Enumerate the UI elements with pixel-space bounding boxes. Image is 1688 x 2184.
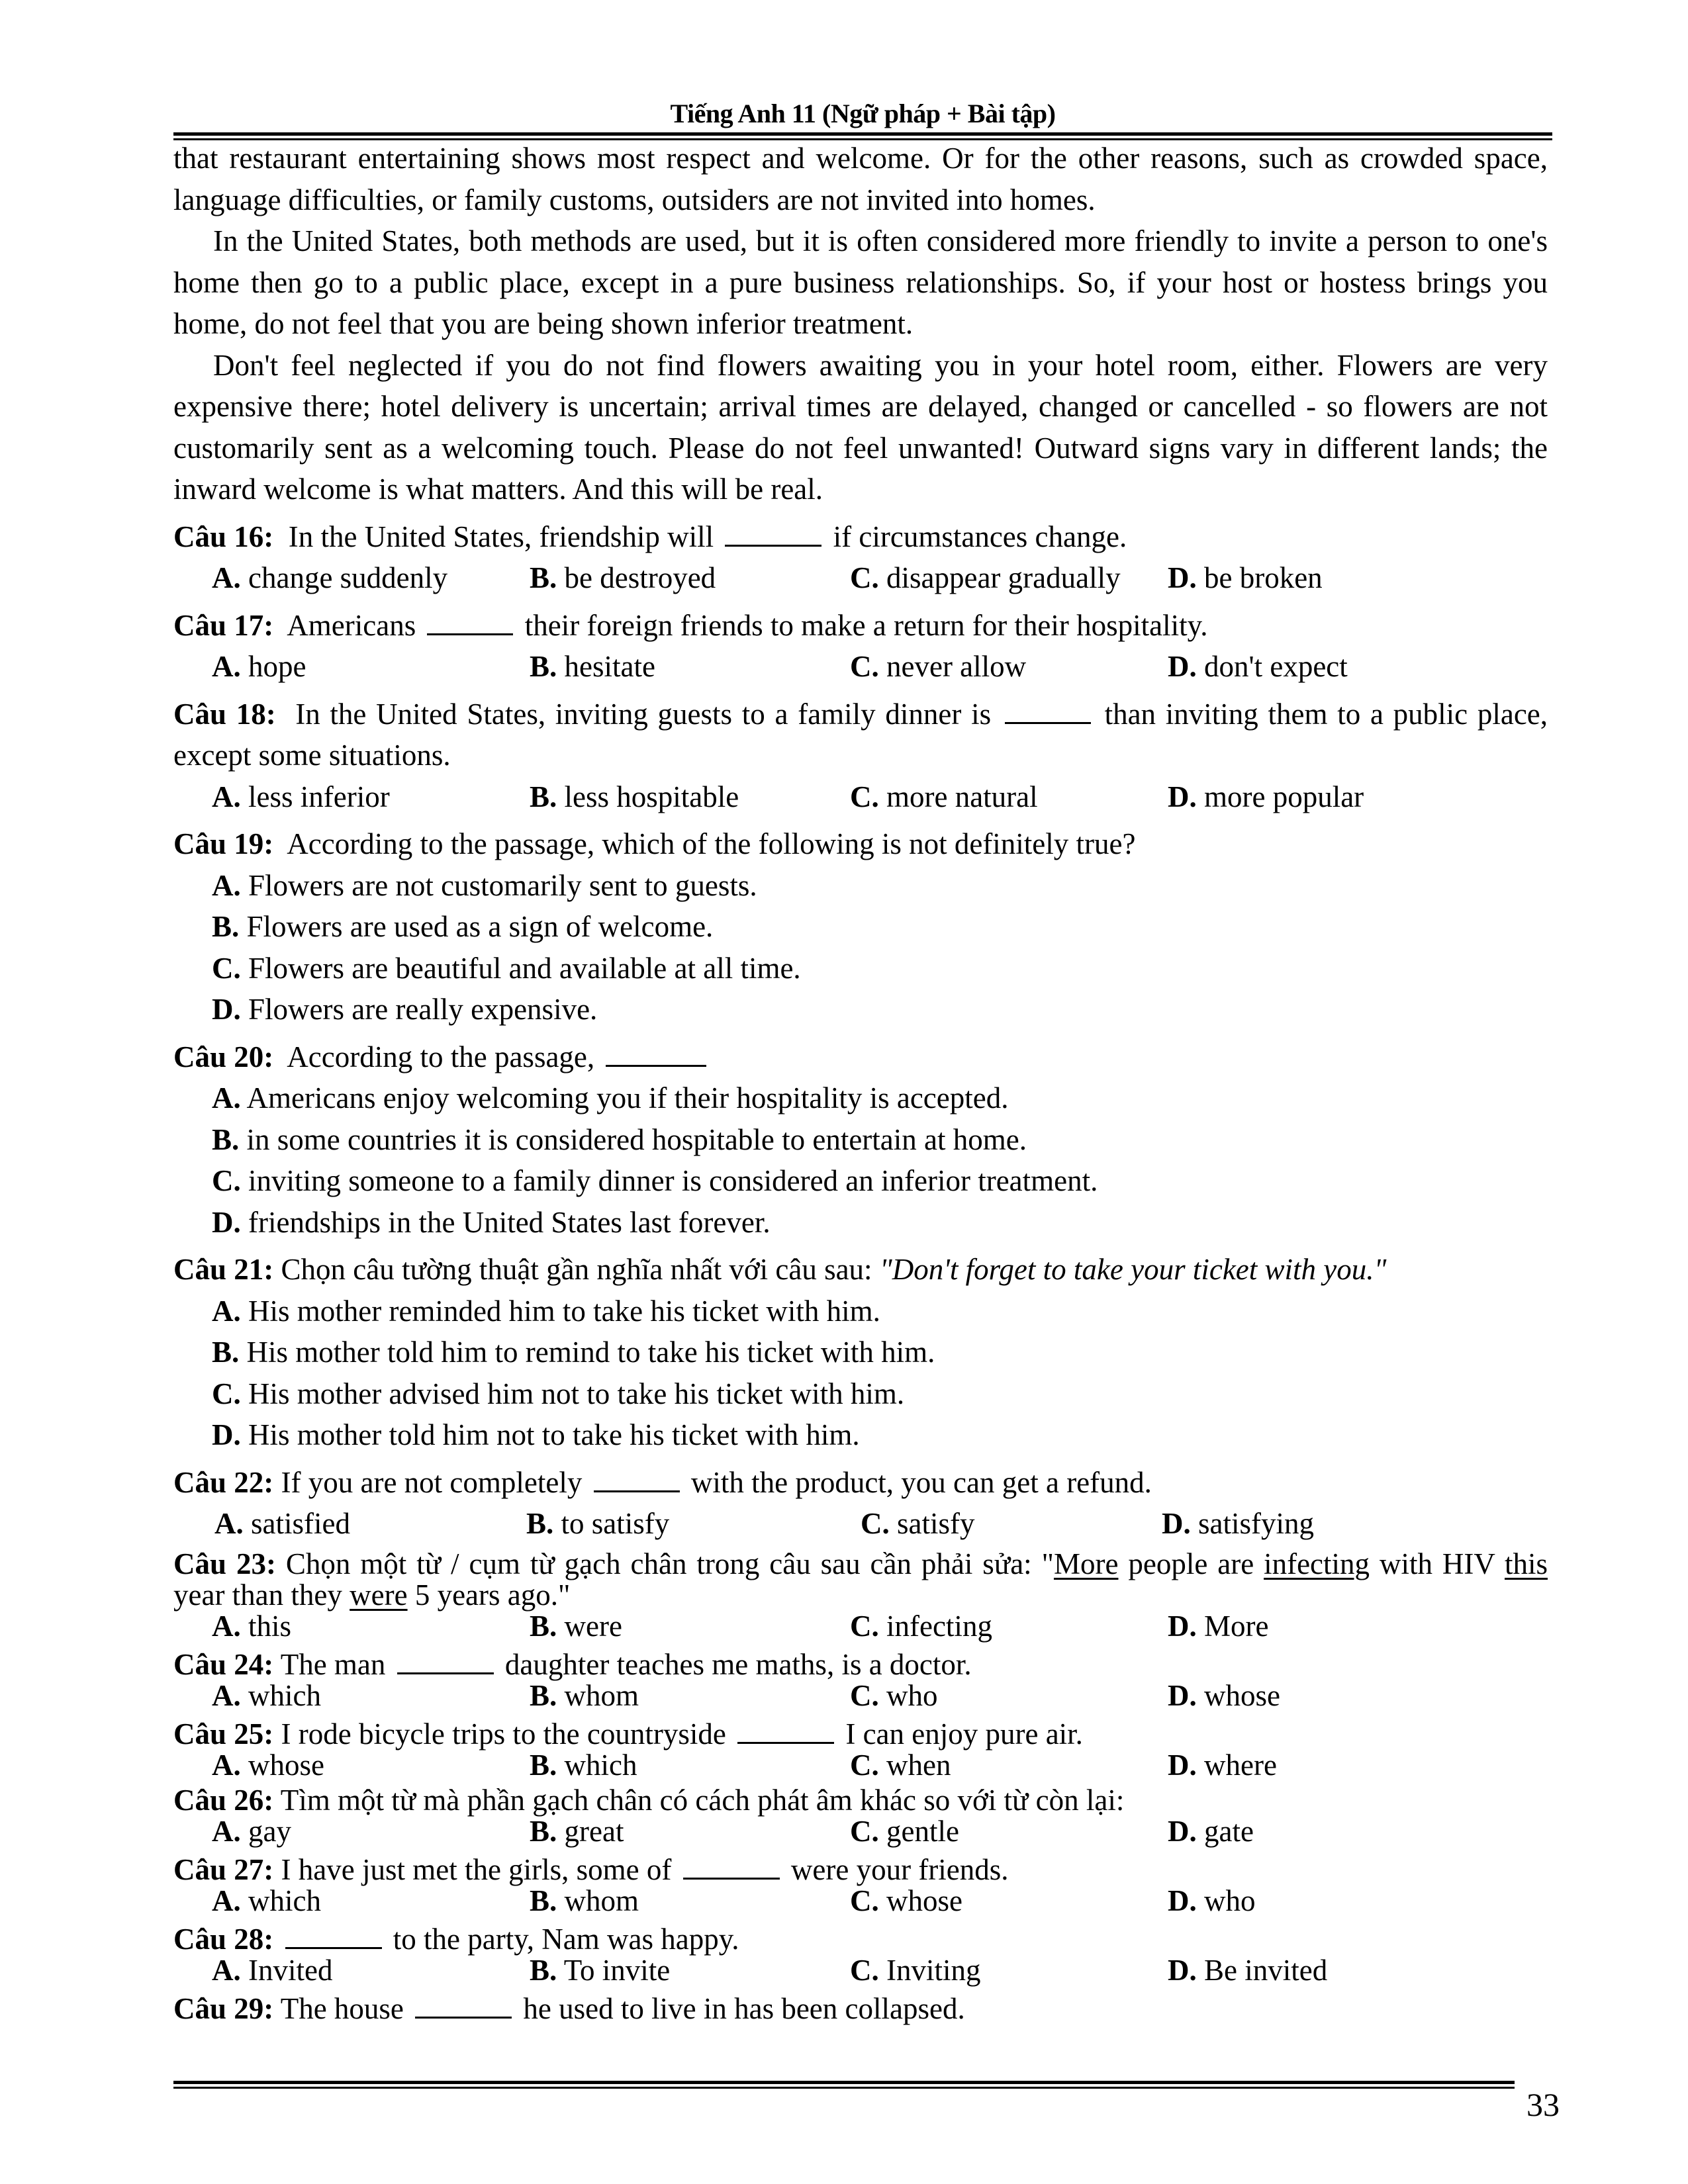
stem-text: he used to live in has been collapsed. [523,1991,965,2025]
options-row [173,1955,1548,1986]
stem-text: The man [280,1647,386,1681]
question-label: Câu 28: [173,1922,274,1956]
option-d[interactable]: D. whose [1168,1678,1280,1712]
stem-text: daughter teaches me maths, is a doctor. [504,1647,972,1681]
options-row [173,776,1548,818]
option-b[interactable]: B. less hospitable [530,780,739,813]
page-number: 33 [1526,2086,1560,2123]
option-a[interactable]: A. change suddenly [212,561,448,594]
question-stem [173,1036,1548,1078]
underlined-letter: g [886,1814,902,1848]
question-29 [173,1990,1548,2025]
option-c[interactable]: C. when [850,1748,951,1782]
question-stem [173,1646,1548,1680]
underlined-word: this [1504,1547,1548,1580]
option-a[interactable]: A. less inferior [212,780,390,813]
question-stem [173,823,1548,865]
answer-blank [594,1464,680,1492]
option-b[interactable]: B. Flowers are used as a sign of welcome. [212,910,714,943]
question-label: Câu 26: [173,1783,274,1817]
option-b[interactable]: B. be destroyed [530,561,716,594]
page-header-title: Tiếng Anh 11 (Ngữ pháp + Bài tập) [670,99,1056,128]
question-label: Câu 16: [173,520,274,553]
option-c[interactable]: C. who [850,1678,938,1712]
option-c[interactable]: C. gentle [850,1814,959,1848]
question-stem [173,1462,1548,1504]
option-c[interactable]: C. inviting someone to a family dinner is considered an inferior treatment. [212,1164,1098,1197]
footer-double-rule [173,2081,1515,2089]
page-content [173,138,1548,2025]
stem-text: Chọn một từ / cụm từ gạch chân trong câu sau cần phải sửa: " [285,1547,1054,1580]
stem-text: Chọn câu tường thuật gần nghĩa nhất với câu sau: [281,1253,872,1286]
option-c[interactable]: C. His mother advised him not to take his ticket with him. [212,1377,905,1410]
question-label: Câu 23: [173,1547,276,1580]
answer-blank [737,1715,834,1744]
question-26 [173,1785,1548,1847]
question-25 [173,1715,1548,1781]
option-d[interactable]: D. more popular [1168,780,1364,813]
question-label: Câu 24: [173,1647,274,1681]
stem-text: Americans [287,608,416,642]
question-19 [173,823,1548,1030]
question-24 [173,1646,1548,1711]
option-d[interactable]: D. More [1168,1609,1269,1643]
question-stem [173,1990,1548,2025]
question-label: Câu 18: [173,697,276,731]
option-d[interactable]: D. where [1168,1748,1277,1782]
answer-blank [415,1990,512,2019]
options-row [173,1611,1548,1642]
passage-paragraph: In the United States, both methods are used, but it is often considered more friendly to invite a person to one's home then go to a public place, except in a pure business relationships. So, if your host or hostess brings you home, do not feel that you are being shown inferior treatment. [173,224,1548,340]
underlined-letter: g [1204,1814,1219,1848]
stem-text: I have just met the girls, some of [281,1852,672,1886]
option-c[interactable]: C. whose [850,1884,962,1917]
option-c[interactable]: C. more natural [850,780,1038,813]
option-a[interactable]: A. hope [212,650,306,683]
option-d[interactable]: D. friendships in the United States last forever. [212,1205,771,1239]
option-b[interactable]: B. hesitate [530,650,655,683]
options-list [173,1291,1548,1456]
stem-text: According to the passage, which of the following is not definitely true? [287,827,1136,860]
option-b[interactable]: B. in some countries it is considered hospitable to entertain at home. [212,1122,1027,1156]
question-label: Câu 29: [173,1991,274,2025]
option-d[interactable]: D. His mother told him not to take his ticket with him. [212,1418,860,1451]
question-27 [173,1851,1548,1917]
option-c[interactable]: C. disappear gradually [850,561,1121,594]
question-22 [173,1462,1548,1545]
option-c[interactable]: C. infecting [850,1609,992,1643]
question-stem [173,1785,1548,1816]
question-16 [173,516,1548,599]
option-a[interactable]: A. whose [212,1748,324,1782]
answer-blank [285,1921,382,1949]
stem-text: were your friends. [790,1852,1009,1886]
option-d[interactable]: D. be broken [1168,561,1323,594]
question-28 [173,1921,1548,1986]
option-a[interactable]: A. Americans enjoy welcoming you if their hospitality is accepted. [212,1081,1009,1115]
option-c[interactable]: C. satisfy [861,1507,975,1540]
underlined-letter: g [564,1814,580,1848]
stem-text: to the party, Nam was happy. [393,1922,739,1956]
underlined-word: More [1053,1547,1119,1580]
question-stem [173,605,1548,647]
question-label: Câu 17: [173,608,274,642]
question-label: Câu 19: [173,827,274,860]
reading-passage [173,138,1548,510]
options-row [173,1886,1548,1917]
stem-text: their foreign friends to make a return for their hospitality. [524,608,1208,642]
stem-text: I can enjoy pure air. [845,1717,1083,1751]
option-d[interactable]: D. satisfying [1162,1507,1314,1540]
question-label: Câu 25: [173,1717,274,1751]
option-b[interactable]: B. great [530,1814,624,1848]
options-row [173,1680,1548,1711]
option-b[interactable]: B. His mother told him to remind to take his ticket with him. [212,1336,935,1369]
options-row [173,1750,1548,1781]
option-d[interactable]: D. Be invited [1168,1953,1328,1987]
question-stem [173,694,1548,776]
options-row [173,557,1548,599]
option-b[interactable]: B. to satisfy [526,1507,670,1540]
compact-questions [173,1549,1548,2025]
question-label: Câu 22: [173,1465,274,1499]
question-label: Câu 21: [173,1253,274,1286]
question-label: Câu 27: [173,1852,274,1886]
options-row [173,1816,1548,1847]
answer-blank [683,1851,780,1880]
passage-paragraph: that restaurant entertaining shows most respect and welcome. Or for the other reasons, such as crowded space, language difficulties, or family customs, outsiders are not invited into homes. [173,142,1548,216]
question-stem [173,1851,1548,1886]
options-row [173,646,1548,688]
option-b[interactable]: B. were [530,1609,622,1643]
option-c[interactable]: C. Flowers are beautiful and available at all time. [212,951,801,985]
options-row [173,1503,1548,1545]
question-18 [173,694,1548,818]
option-a[interactable]: A. Invited [212,1953,333,1987]
option-a[interactable]: A. His mother reminded him to take his ticket with him. [212,1294,880,1328]
question-stem [173,1249,1548,1291]
option-b[interactable]: B. whom [530,1678,639,1712]
stem-text: In the United States, friendship will [288,520,714,553]
option-c[interactable]: C. never allow [850,650,1027,683]
option-d[interactable]: D. Flowers are really expensive. [212,993,598,1026]
question-21 [173,1249,1548,1456]
options-list [173,1077,1548,1243]
question-label: Câu 20: [173,1040,274,1073]
option-a[interactable]: A. Flowers are not customarily sent to guests. [212,868,757,902]
option-d[interactable]: D. gate [1168,1814,1254,1848]
option-d[interactable]: D. don't expect [1168,650,1348,683]
answer-blank [1005,696,1091,724]
question-stem [173,1921,1548,1955]
option-c[interactable]: C. Inviting [850,1953,981,1987]
option-a[interactable]: A. which [212,1884,321,1917]
stem-text: Tìm một từ mà phần gạch chân có cách phát âm khác so với từ còn lại: [280,1783,1125,1817]
option-a[interactable]: A. this [212,1609,292,1643]
stem-text: than inviting them to a public place, except some situations. [173,697,1548,772]
quoted-sentence: "Don't forget to take your ticket with you." [879,1253,1387,1286]
stem-text: In the United States, inviting guests to a family dinner is [295,697,992,731]
question-stem [173,1715,1548,1750]
underlined-letter: g [248,1814,263,1848]
answer-blank [606,1038,706,1067]
option-a[interactable]: A. which [212,1678,321,1712]
underlined-word: were [350,1578,408,1612]
stem-text: According to the passage, [287,1040,595,1073]
question-20 [173,1036,1548,1244]
underlined-word: infecting [1264,1547,1370,1580]
stem-text: If you are not completely [281,1465,583,1499]
question-stem: Câu 23: Chọn một từ / cụm từ gạch chân trong câu sau cần phải sửa: "More people are infecting with HIV this year than they were 5 years ago." [173,1547,1548,1612]
stem-text: if circumstances change. [833,520,1127,553]
option-b[interactable]: B. which [530,1748,637,1782]
option-a[interactable]: A. gay [212,1814,291,1848]
stem-text: with the product, you can get a refund. [690,1465,1152,1499]
answer-blank [427,607,513,635]
stem-text: The house [280,1991,404,2025]
option-a[interactable]: A. satisfied [214,1507,350,1540]
question-23 [173,1549,1548,1642]
passage-paragraph: Don't feel neglected if you do not find flowers awaiting you in your hotel room, either. Flowers are very expensive there; hotel delivery is uncertain; arrival times are delayed, changed or cancelled - so flowers are not customarily sent as a welcoming touch. Please do not feel unwanted! Outward signs vary in different lands; the inward welcome is what matters. And this will be real. [173,348,1548,506]
option-d[interactable]: D. who [1168,1884,1256,1917]
question-stem [173,516,1548,558]
answer-blank [725,518,821,547]
options-list [173,865,1548,1030]
option-b[interactable]: B. whom [530,1884,639,1917]
option-b[interactable]: B. To invite [530,1953,671,1987]
answer-blank [397,1646,494,1674]
question-17 [173,605,1548,688]
stem-text: I rode bicycle trips to the countryside [281,1717,726,1751]
